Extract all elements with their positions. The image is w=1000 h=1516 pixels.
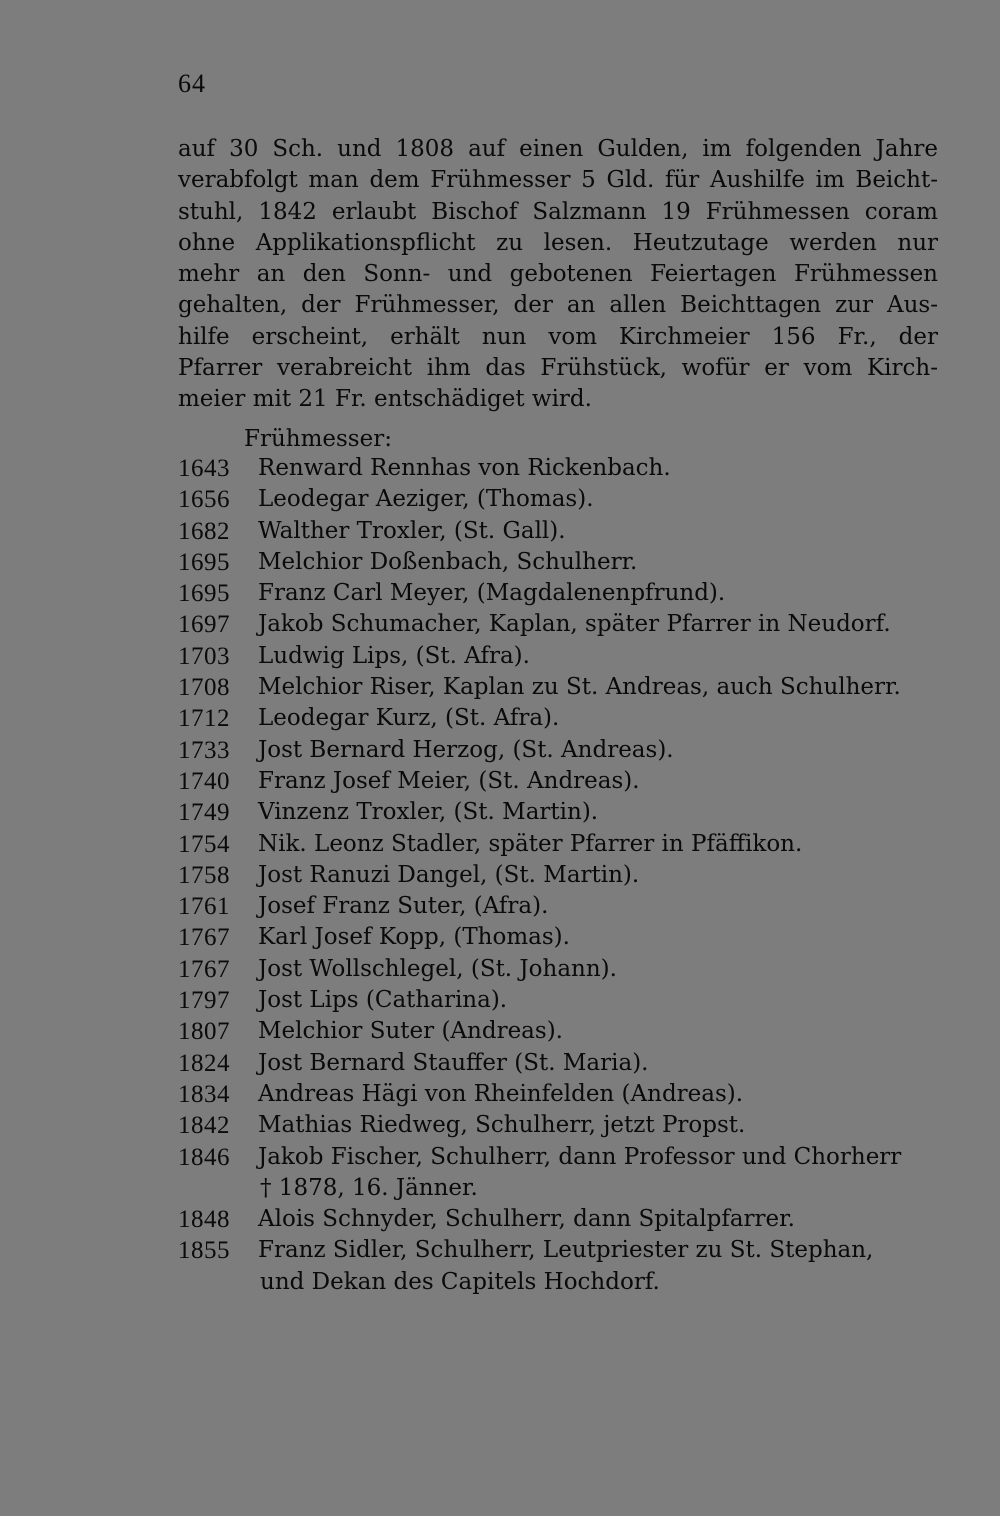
entry-text-line: Andreas Hägi von Rheinfelden (Andreas). <box>258 1080 744 1107</box>
list-item <box>178 1016 943 1047</box>
entry-text-line: Karl Josef Kopp, (Thomas). <box>258 924 570 951</box>
entry-text-line: Melchior Doßenbach, Schulherr. <box>258 548 638 575</box>
entry-year: 1695 <box>178 580 230 608</box>
entry-year: 1855 <box>178 1237 230 1265</box>
entry-text <box>258 797 943 828</box>
entry-year: 1656 <box>178 486 230 514</box>
list-item <box>178 891 943 922</box>
entry-year: 1824 <box>178 1049 230 1077</box>
entry-text <box>258 1235 943 1298</box>
entry-year: 1758 <box>178 861 230 889</box>
paragraph-line: hilfe erscheint, erhält nun vom Kirchmeier 156 Fr., der <box>178 323 938 350</box>
entry-text-line: Franz Sidler, Schulherr, Leutpriester zu St. Stephan, <box>258 1237 874 1264</box>
entry-text <box>258 641 943 672</box>
entry-year: 1846 <box>178 1143 230 1171</box>
list-item <box>178 735 943 766</box>
entry-text-line: Jost Wollschlegel, (St. Johann). <box>258 955 617 982</box>
entry-continuation: † 1878, 16. Jänner. <box>260 1174 478 1201</box>
list-item <box>178 703 943 734</box>
page-number: 64 <box>178 69 206 98</box>
entry-text-line: Nik. Leonz Stadler, später Pfarrer in Pfäffikon. <box>258 830 803 857</box>
entry-text-line: Franz Carl Meyer, (Magdalenenpfrund). <box>258 580 726 607</box>
list-item <box>178 1204 943 1235</box>
entry-text-line: Jakob Schumacher, Kaplan, später Pfarrer in Neudorf. <box>258 611 891 638</box>
entry-year: 1834 <box>178 1080 230 1108</box>
entry-text-line: Jost Lips (Catharina). <box>258 987 508 1014</box>
entry-text-line: Walther Troxler, (St. Gall). <box>258 517 566 544</box>
entry-text <box>258 891 943 922</box>
entry-text-line: Alois Schnyder, Schulherr, dann Spitalpfarrer. <box>258 1206 795 1233</box>
list-item <box>178 484 943 515</box>
list-item <box>178 985 943 1016</box>
list-item <box>178 1079 943 1110</box>
entry-year: 1682 <box>178 517 230 545</box>
entry-text-line: Mathias Riedweg, Schulherr, jetzt Propst. <box>258 1112 746 1139</box>
entry-year: 1797 <box>178 987 230 1015</box>
entry-text-line: Jost Bernard Herzog, (St. Andreas). <box>258 736 674 763</box>
entry-text <box>258 672 943 703</box>
entry-text-line: Melchior Suter (Andreas). <box>258 1018 563 1045</box>
entry-text-line: Vinzenz Troxler, (St. Martin). <box>258 799 599 826</box>
entry-year: 1749 <box>178 799 230 827</box>
entry-text <box>258 985 943 1016</box>
entry-text-line: Leodegar Aeziger, (Thomas). <box>258 486 594 513</box>
list-item <box>178 641 943 672</box>
entry-year: 1740 <box>178 767 230 795</box>
entry-text <box>258 1079 943 1110</box>
list-item <box>178 922 943 953</box>
entry-year: 1712 <box>178 705 230 733</box>
entry-text <box>258 1048 943 1079</box>
entry-text <box>258 578 943 609</box>
entry-text <box>258 860 943 891</box>
entry-year: 1807 <box>178 1018 230 1046</box>
entry-text <box>258 547 943 578</box>
entry-text <box>258 922 943 953</box>
paragraph-line: gehalten, der Frühmesser, der an allen Beichttagen zur Aus- <box>178 292 938 319</box>
entry-text-line: Jost Ranuzi Dangel, (St. Martin). <box>258 861 640 888</box>
list-item <box>178 1142 943 1205</box>
paragraph-line: ohne Applikationspflicht zu lesen. Heutzutage werden nur <box>178 229 938 256</box>
entry-year: 1842 <box>178 1112 230 1140</box>
entry-text <box>258 1204 943 1235</box>
list-item <box>178 860 943 891</box>
entry-text <box>258 609 943 640</box>
entry-text-line: Franz Josef Meier, (St. Andreas). <box>258 767 640 794</box>
list-item <box>178 1235 943 1298</box>
list-item <box>178 547 943 578</box>
entry-year: 1733 <box>178 736 230 764</box>
entry-text <box>258 1016 943 1047</box>
entry-text <box>258 766 943 797</box>
list-item <box>178 578 943 609</box>
entry-text <box>258 829 943 860</box>
entry-text-line: Renward Rennhas von Rickenbach. <box>258 455 671 481</box>
entry-text-line: Josef Franz Suter, (Afra). <box>258 893 549 920</box>
paragraph-line: Pfarrer verabreicht ihm das Frühstück, wofür er vom Kirch- <box>178 355 938 382</box>
entry-text-line: Ludwig Lips, (St. Afra). <box>258 642 530 669</box>
entries-list <box>178 453 943 1298</box>
entry-year: 1643 <box>178 455 230 482</box>
entry-text <box>258 703 943 734</box>
list-item <box>178 1110 943 1141</box>
entry-text-line: Leodegar Kurz, (St. Afra). <box>258 705 560 732</box>
entry-continuation: und Dekan des Capitels Hochdorf. <box>260 1268 660 1295</box>
entry-text <box>258 1142 943 1205</box>
entry-year: 1767 <box>178 955 230 983</box>
entry-text <box>258 1110 943 1141</box>
body-paragraph <box>178 134 938 416</box>
list-item <box>178 829 943 860</box>
entry-year: 1695 <box>178 548 230 576</box>
entry-text <box>258 484 943 515</box>
list-item <box>178 797 943 828</box>
entry-year: 1848 <box>178 1206 230 1234</box>
paragraph-line: stuhl, 1842 erlaubt Bischof Salzmann 19 Frühmessen coram <box>178 198 938 225</box>
paragraph-line: auf 30 Sch. und 1808 auf einen Gulden, im folgenden Jahre <box>178 136 938 162</box>
entry-text <box>258 453 943 484</box>
entry-text-line: Melchior Riser, Kaplan zu St. Andreas, auch Schulherr. <box>258 674 901 701</box>
entry-year: 1697 <box>178 611 230 639</box>
entry-text-line: Jakob Fischer, Schulherr, dann Professor und Chorherr <box>258 1143 902 1170</box>
list-item <box>178 1048 943 1079</box>
entry-text <box>258 735 943 766</box>
paragraph-line: verabfolgt man dem Frühmesser 5 Gld. für Aushilfe im Beicht- <box>178 167 938 194</box>
entry-year: 1767 <box>178 924 230 952</box>
entry-text-line: Jost Bernard Stauffer (St. Maria). <box>258 1049 649 1076</box>
entry-year: 1708 <box>178 674 230 702</box>
list-item <box>178 453 943 484</box>
entry-year: 1703 <box>178 642 230 670</box>
paragraph-line: mehr an den Sonn- und gebotenen Feiertagen Frühmessen <box>178 261 938 288</box>
list-item <box>178 672 943 703</box>
list-heading: Frühmesser: <box>244 426 392 452</box>
list-item <box>178 766 943 797</box>
list-item <box>178 516 943 547</box>
entry-year: 1754 <box>178 830 230 858</box>
list-item <box>178 609 943 640</box>
paragraph-line: meier mit 21 Fr. entschädiget wird. <box>178 386 592 413</box>
entry-text <box>258 954 943 985</box>
entry-year: 1761 <box>178 893 230 921</box>
list-item <box>178 954 943 985</box>
entry-text <box>258 516 943 547</box>
